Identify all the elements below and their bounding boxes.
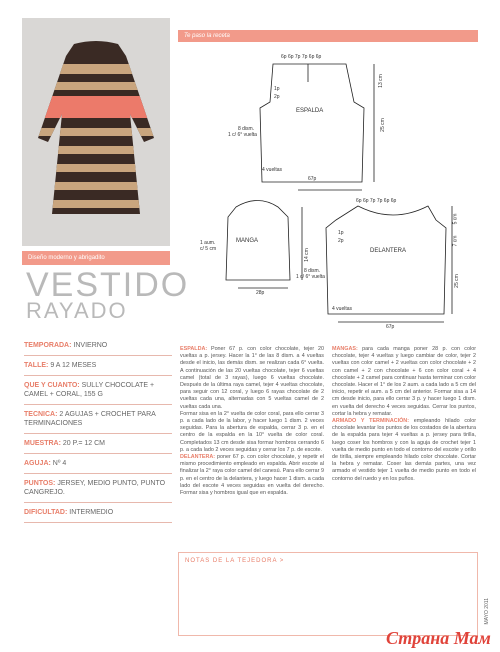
delantera-p2: 2p (338, 238, 344, 244)
delantera-height: 25 cm (453, 274, 460, 288)
spec-item: TECNICA: 2 AGUJAS + CROCHET PARA TERMINACIONES (24, 405, 172, 434)
espalda-vueltas: 4 vueltas (262, 167, 283, 173)
manga-aum: 1 aum. (200, 240, 216, 246)
delantera-outline (326, 206, 446, 314)
manga-height: 14 cm (303, 248, 310, 262)
espalda-outline (260, 64, 364, 182)
espalda-label: ESPALDA (296, 108, 324, 114)
instructions-col1: ESPALDA: Poner 67 p. con color chocolate, tejer 20 vueltas a p. jersey. Hacer la 1° de las 8 dism. a 4 vueltas desde el inicio, las demás dism. se realizan cada 6° vuelta. A continuación de las 20 vueltas chocolate, tejer 6 vueltas camel (total de 3 rayas), luego 6 vueltas chocolate. Después de la última raya camel, tejer 4 vueltas chocolate, para seguir con 12 coral, y luego 6 rayas chocolate de 2 vueltas cada una, alternadas con 5 vueltas camel de 2 vueltas cada una. Formar sisa en la 2° vuelta de color coral, para ello cerrar 3 p. a cada lado de la labor, y hacer luego 1 dism. 2 veces seguidas. Para la abertura de espalda, cerrar 3 p. en el centro de la espalda en la 10° vuelta de color coral. Completados 13 cm desde sisa formar hombros cerrando 6 p. a cada lado 2 veces seguidas y cerrar los 7 p. de escote. DELANTERA: poner 67 p. con color chocolate, y repetir el mismo procedimiento empleado en espalda. Abrir escote al finalizar la 2° raya color camel del canesú. Para ello cerrar 9 p. en el centro de la delantera, y luego hacer 1 dism. a cada lado del escote 4 veces seguidas en vuelta del derecho. Formar sisa y hombros igual que en espalda. (180, 346, 324, 497)
delantera-p1: 1p (338, 230, 344, 236)
spec-item: TEMPORADA: INVIERNO (24, 336, 172, 356)
manga-label: MANGA (236, 238, 259, 244)
issue-date: MAYO 2011 (484, 598, 490, 625)
espalda-height: 25 cm (379, 118, 386, 132)
delantera-dism-every: 1 c/ 6° vuelta (296, 274, 325, 280)
pattern-diagram (178, 42, 478, 342)
delantera-width: 67p (386, 324, 395, 330)
manga-width: 28p (256, 290, 265, 296)
spec-item: TALLE: 9 A 12 MESES (24, 356, 172, 376)
delantera-sisa-height: 7 cm (452, 235, 459, 247)
espalda-p1: 1p (274, 86, 280, 92)
spec-item: QUE Y CUANTO: SULLY CHOCOLATE + CAMEL + CORAL, 155 G (24, 376, 172, 405)
watermark-logo: Страна Мам (386, 628, 491, 648)
spec-item: DIFICULTAD: INTERMEDIO (24, 503, 172, 523)
instructions-col2: MANGAS: para cada manga poner 28 p. con color chocolate, tejer 4 vueltas y luego cambiar de color, tejer 2 vueltas con color camel + 2 vueltas con color chocolate + 2 con camel + 2 con chocolate + 6 con color coral + 4 chocolate + 2 camel para continuar hasta terminar con color chocolate. Hacer el 1° de los 2 aum. a cada lado a 5 cm del inicio, repetir el aum. a 5 cm del anterior. Formar sisa a 14 cm desde inicio, para ello cerrar 3 p. y hacer luego 1 dism. en vuelta del derecho 4 veces seguidas. Cerrar los puntos, cortar la hebra y rematar. ARMADO Y TERMINACIÓN: empleando hilado color chocolate levantar los puntos de los costados de la abertura de la espalda para tejer 4 vueltas a p. jersey para tirilla, luego coser los hombros y con la aguja de crochet tejer 1 vuelta de medio punto en todo el contorno del escote y orillo de tirilla, siempre empleando hilado color chocolate. Cortar la hebra y rematar. Coser las demás partes, una vez armado el vestido tejer 1 vuelta de medio punto en todo el contorno del ruedo y en los puños. (332, 346, 476, 482)
pattern-svg (178, 42, 478, 342)
espalda-sisa-height: 13 cm (377, 74, 384, 88)
notes-label: NOTAS DE LA TEJEDORA > (185, 558, 285, 564)
delantera-dism: 8 dism. (304, 268, 321, 274)
delantera-vueltas: 4 vueltas (332, 306, 353, 312)
espalda-top-label: 6p 6p 7p 7p 6p 6p (281, 54, 322, 60)
specs-list (24, 336, 172, 523)
spec-item: MUESTRA: 20 P.= 12 CM (24, 434, 172, 454)
recipe-header: Te paso la receta (178, 30, 478, 42)
spec-item: PUNTOS: JERSEY, MEDIO PUNTO, PUNTO CANGREJO. (24, 474, 172, 503)
delantera-label: DELANTERA (370, 248, 407, 254)
espalda-dism-every: 1 c/ 6° vuelta (228, 132, 257, 138)
espalda-p2: 2p (274, 94, 280, 100)
espalda-dism: 8 dism. (238, 126, 255, 132)
title-line1: VESTIDO (26, 266, 190, 304)
notes-box (178, 552, 478, 636)
instructions (180, 346, 480, 546)
spec-item: AGUJA: Nº 4 (24, 454, 172, 474)
title-line2: RAYADO (26, 298, 128, 323)
manga-aum-every: c/ 5 cm (200, 246, 217, 252)
dress-photo (22, 18, 170, 246)
photo-caption: Diseño moderno y abrigadito (22, 251, 170, 265)
delantera-neck-height: 5 cm (452, 213, 459, 225)
delantera-top-label: 6p 6p 7p 7p 6p 6p (356, 198, 397, 204)
espalda-width: 67p (308, 176, 317, 182)
